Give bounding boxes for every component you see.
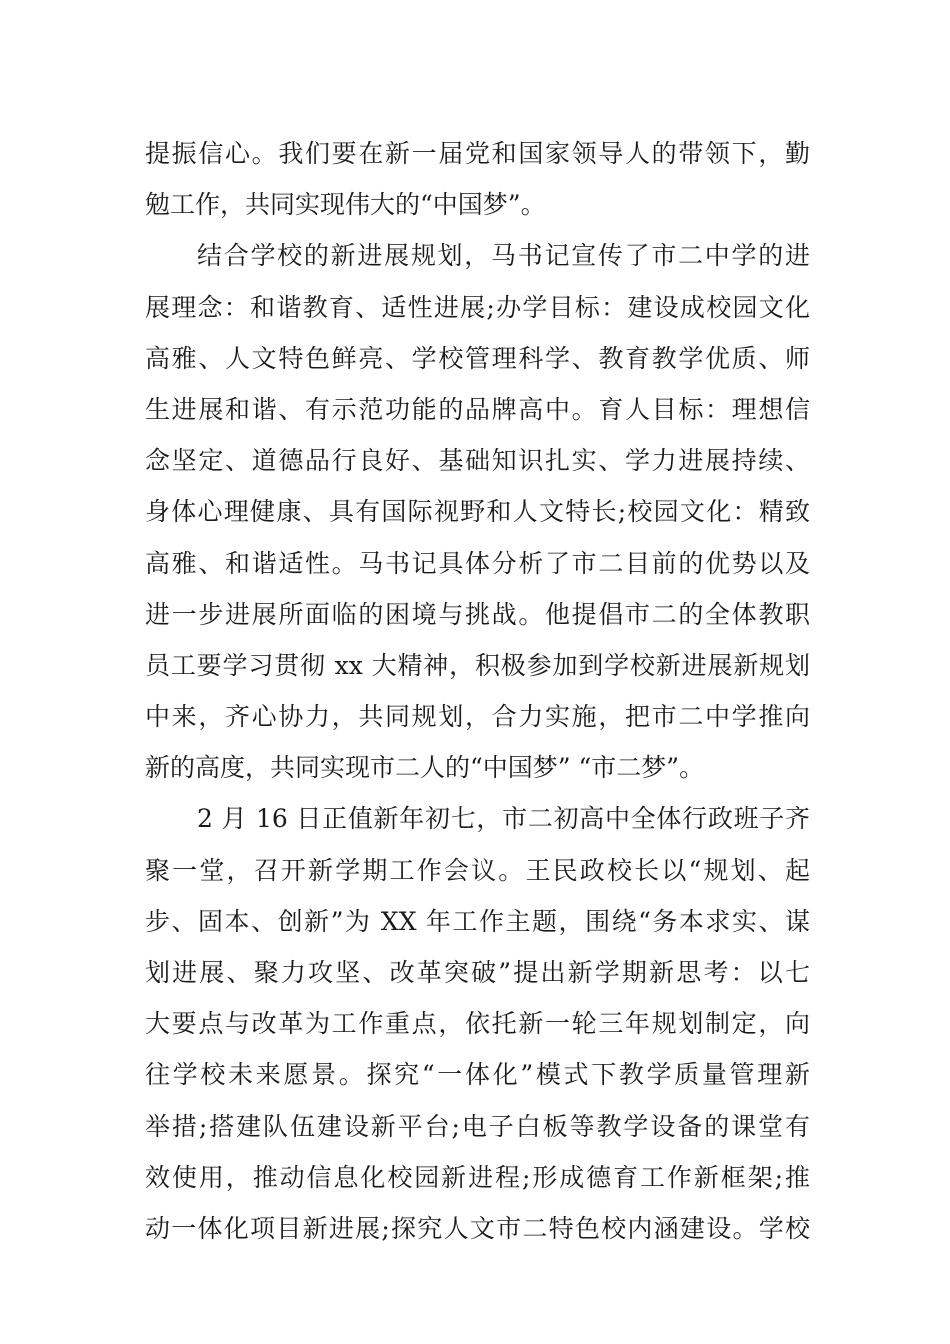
text-line: 往学校未来愿景。探究“一体化”模式下教学质量管理新 [145,1060,810,1090]
text-line: 进一步进展所面临的困境与挑战。他提倡市二的全体教职 [145,599,810,629]
text-line: 结合学校的新进展规划，马书记宣传了市二中学的进 [197,241,810,271]
text-line: 步、固本、创新”为 XX 年工作主题，围绕“务本求实、谋 [145,906,810,936]
text-line: 新的高度，共同实现市二人的“中国梦” “市二梦”。 [145,753,705,783]
text-line: 中来，齐心协力，共同规划，合力实施，把市二中学推向 [145,702,810,732]
text-line: 员工要学习贯彻 xx 大精神，积极参加到学校新进展新规划 [145,650,810,680]
text-line: 聚一堂，召开新学期工作会议。王民政校长以“规划、起 [145,855,810,885]
text-line: 效使用，推动信息化校园新进程;形成德育工作新框架;推 [145,1162,810,1192]
text-line: 高雅、人文特色鲜亮、学校管理科学、教育教学优质、师 [145,343,810,373]
text-line: 展理念：和谐教育、适性进展;办学目标：建设成校园文化 [145,292,810,322]
text-line: 生进展和谐、有示范功能的品牌高中。育人目标：理想信 [145,394,810,424]
text-line: 提振信心。我们要在新一届党和国家领导人的带领下，勤 [145,139,810,168]
text-line: 动一体化项目新进展;探究人文市二特色校内涵建设。学校 [145,1213,810,1243]
text-line: 高雅、和谐适性。马书记具体分析了市二目前的优势以及 [145,548,810,578]
text-line: 举措;搭建队伍建设新平台;电子白板等教学设备的课堂有 [145,1111,810,1141]
text-line: 勉工作，共同实现伟大的“中国梦”。 [145,190,546,220]
text-line: 划进展、聚力攻坚、改革突破”提出新学期新思考：以七 [145,958,810,987]
body-text [145,128,810,1254]
text-line: 2 月 16 日正值新年初七，市二初高中全体行政班子齐 [197,804,810,834]
text-line: 大要点与改革为工作重点，依托新一轮三年规划制定，向 [145,1009,810,1039]
text-line: 念坚定、道德品行良好、基础知识扎实、学力进展持续、 [145,446,810,476]
text-line: 身体心理健康、具有国际视野和人文特长;校园文化：精致 [145,497,810,527]
